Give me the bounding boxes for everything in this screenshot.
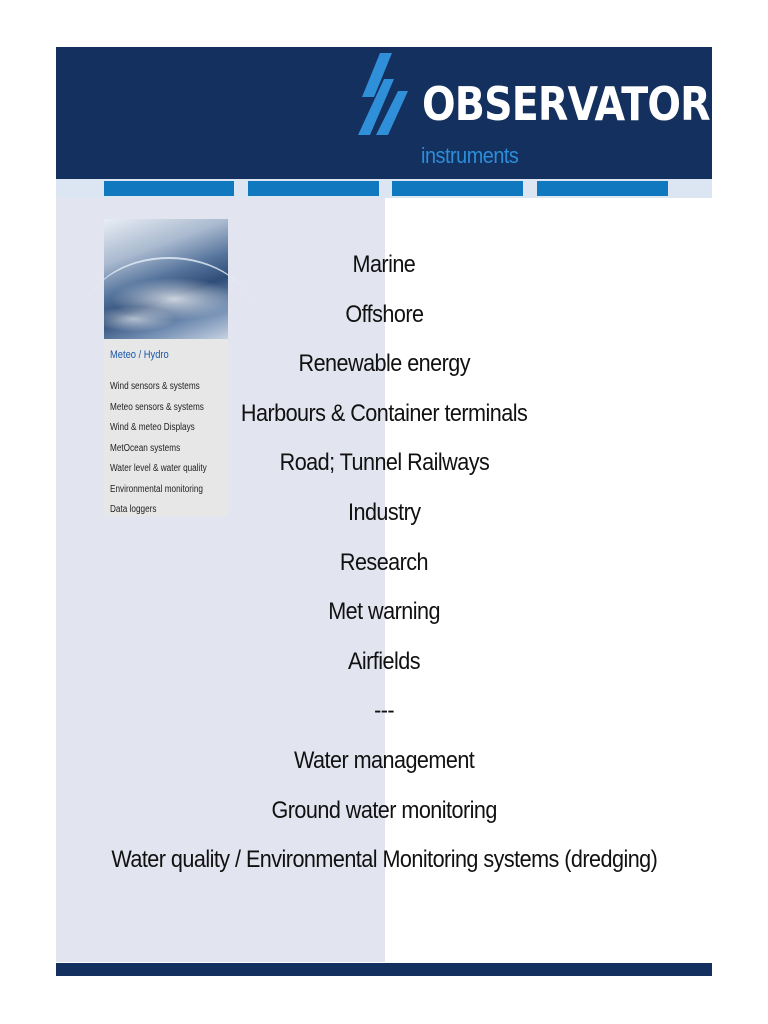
card-list-item: MetOcean systems	[110, 442, 181, 454]
application-label: Renewable energy	[298, 350, 470, 378]
application-item	[56, 438, 712, 488]
application-label: Airfields	[348, 647, 420, 675]
observator-logo-icon	[358, 53, 408, 135]
application-label: Met warning	[328, 598, 440, 626]
application-item	[56, 538, 712, 588]
application-label: Water quality / Environmental Monitoring systems (dredging)	[111, 846, 657, 874]
card-list-item: Meteo sensors & systems	[110, 401, 204, 413]
application-item	[56, 637, 712, 687]
application-item	[56, 290, 712, 340]
applications-list	[56, 240, 712, 885]
header-tab-2	[248, 181, 379, 196]
application-item	[56, 339, 712, 389]
header-banner	[56, 47, 712, 179]
brand-subtitle: instruments	[421, 143, 519, 168]
application-label: Water management	[293, 746, 475, 774]
separator-label: ---	[374, 697, 394, 725]
application-label: Marine	[352, 251, 416, 278]
application-item	[56, 736, 712, 786]
header-tab-1	[104, 181, 234, 196]
application-item	[56, 587, 712, 637]
application-item	[56, 835, 712, 885]
card-list-item: Water level & water quality	[110, 463, 207, 474]
application-separator	[56, 686, 712, 736]
card-list-item: Wind & meteo Displays	[110, 422, 195, 433]
application-item	[56, 240, 712, 290]
application-label: Research	[339, 548, 429, 576]
card-list-item: Environmental monitoring	[110, 483, 203, 495]
header-tab-3	[392, 181, 523, 196]
application-label: Road; Tunnel Railways	[279, 449, 489, 477]
application-item	[56, 786, 712, 836]
application-label: Harbours & Container terminals	[240, 399, 528, 427]
application-label: Offshore	[344, 300, 424, 328]
card-title: Meteo / Hydro	[110, 349, 169, 361]
header-tab-4	[537, 181, 668, 196]
application-item	[56, 389, 712, 439]
card-list-item: Wind sensors & systems	[110, 381, 200, 392]
application-item	[56, 488, 712, 538]
brand-name: OBSERVATOR	[422, 77, 710, 131]
application-label: Industry	[347, 498, 421, 526]
card-list-item: Data loggers	[110, 504, 157, 515]
footer-bar	[56, 963, 712, 976]
application-label: Ground water monitoring	[271, 796, 497, 824]
